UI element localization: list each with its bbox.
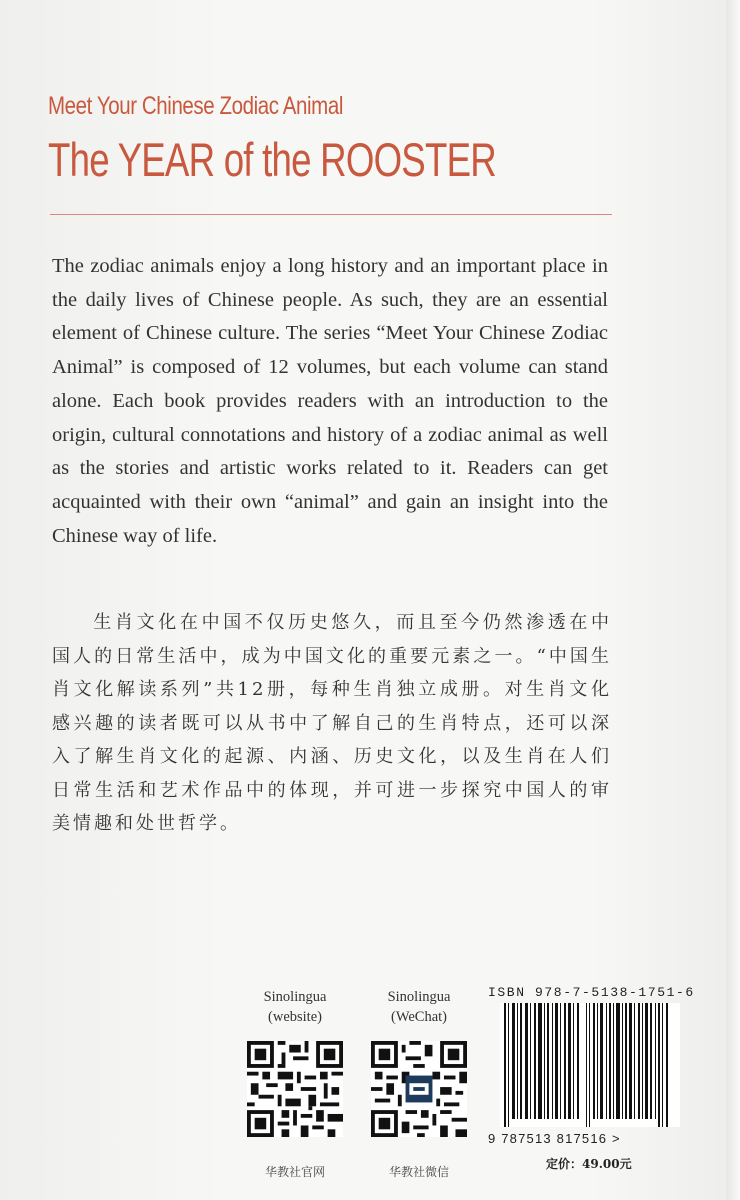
qr-type-label: (WeChat) (390, 1009, 447, 1025)
qr-caption: 华教社微信 (388, 1165, 449, 1179)
cover-edge (726, 0, 740, 1200)
book-title: The YEAR of the ROOSTER (48, 133, 496, 186)
qr-publisher-name: Sinolingua (263, 989, 327, 1005)
qr-code-icon[interactable] (371, 1041, 467, 1137)
isbn-label: ISBN 978-7-5138-1751-6 (488, 985, 695, 1000)
series-title: Meet Your Chinese Zodiac Animal (48, 92, 343, 120)
qr-block-website (230, 987, 360, 1180)
qr-code-icon[interactable] (247, 1041, 343, 1137)
divider-rule (50, 214, 612, 215)
english-description: The zodiac animals enjoy a long history and an important place in the daily lives of Chinese people. As such, they are an essential element of Chinese culture. The series “Meet Your Chinese Zodiac Animal” is composed of 12 volumes, but each volume can stand alone. Each book provides readers with an introduction to the origin, cultural connotations and history of a zodiac animal as well as the stories and artistic works related to it. Readers can get acquainted with their own “animal” and gain an insight into the Chinese way of life. (52, 255, 608, 547)
qr-block-wechat (354, 987, 484, 1180)
barcode-icon (500, 1003, 680, 1127)
barcode-digits: 9 787513 817516 > (488, 1131, 621, 1146)
qr-publisher-name: Sinolingua (387, 989, 451, 1005)
chinese-description: 生肖文化在中国不仅历史悠久，而且至今仍然渗透在中国人的日常生活中，成为中国文化的重要元素之一。“中国生肖文化解读系列”共12册，每种生肖独立成册。对生肖文化感兴趣的读者既可以从书中了解自己的生肖特点，还可以深入了解生肖文化的起源、内涵、历史文化，以及生肖在人们日常生活和艺术作品中的体现，并可进一步探究中国人的审美情趣和处世哲学。 (52, 612, 612, 834)
qr-caption: 华教社官网 (264, 1165, 325, 1179)
qr-type-label: (website) (268, 1009, 322, 1025)
price-label: 定价：49.00元 (546, 1157, 632, 1171)
